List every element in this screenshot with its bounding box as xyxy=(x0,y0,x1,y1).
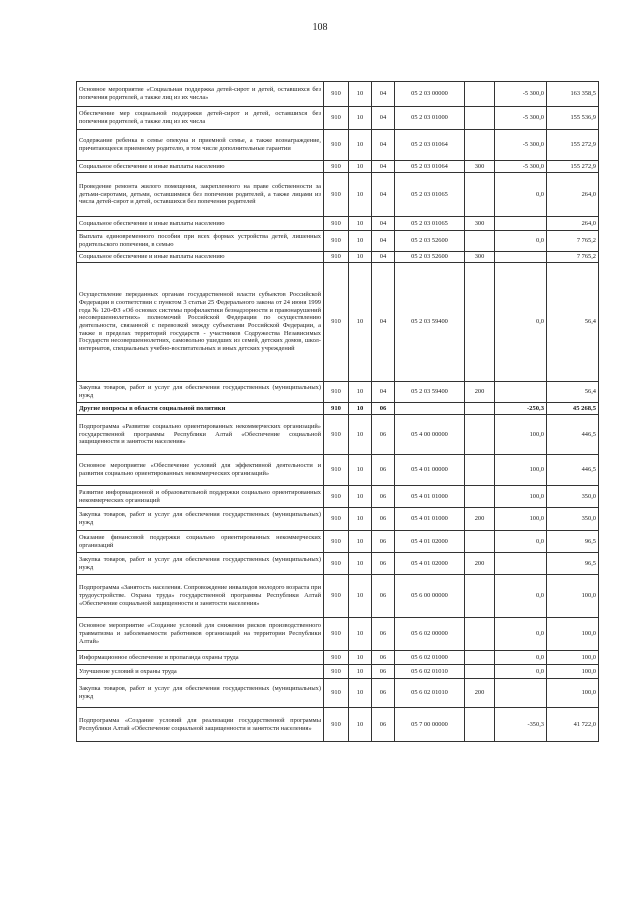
row-name: Улучшение условий и охраны труда xyxy=(77,665,324,679)
row-change-amount: 0,0 xyxy=(495,263,547,382)
row-target-article-code: 05 4 01 00000 xyxy=(395,455,465,486)
row-section-code: 10 xyxy=(349,455,372,486)
row-department-code: 910 xyxy=(324,231,349,252)
row-department-code: 910 xyxy=(324,708,349,742)
row-name: Обеспечение мер социальной поддержки детей-сирот и детей, оставшихся без попечения родителей, а также лиц из их числа xyxy=(77,107,324,130)
row-name: Социальное обеспечение и иные выплаты населению xyxy=(77,252,324,263)
row-section-code: 10 xyxy=(349,575,372,618)
row-name: Основное мероприятие «Обеспечение условий для эффективной деятельности и развития социально ориентированных некоммерческих организаций» xyxy=(77,455,324,486)
row-subsection-code: 06 xyxy=(372,679,395,708)
row-subsection-code: 04 xyxy=(372,382,395,403)
row-total-amount: 7 765,2 xyxy=(547,231,599,252)
table-row xyxy=(77,679,599,708)
row-subsection-code: 06 xyxy=(372,651,395,665)
row-name: Информационное обеспечение и пропаганда охраны труда xyxy=(77,651,324,665)
row-total-amount: 446,5 xyxy=(547,415,599,455)
row-change-amount: 0,0 xyxy=(495,575,547,618)
row-section-code: 10 xyxy=(349,553,372,575)
row-section-code: 10 xyxy=(349,486,372,508)
row-section-code: 10 xyxy=(349,217,372,231)
row-total-amount: 56,4 xyxy=(547,382,599,403)
row-subsection-code: 04 xyxy=(372,82,395,107)
row-total-amount: 100,0 xyxy=(547,618,599,651)
table-row xyxy=(77,618,599,651)
row-total-amount: 100,0 xyxy=(547,651,599,665)
row-department-code: 910 xyxy=(324,161,349,173)
row-subsection-code: 06 xyxy=(372,665,395,679)
row-subsection-code: 06 xyxy=(372,531,395,553)
row-section-code: 10 xyxy=(349,708,372,742)
row-expense-type-code xyxy=(465,531,495,553)
row-department-code: 910 xyxy=(324,263,349,382)
row-department-code: 910 xyxy=(324,382,349,403)
row-subsection-code: 06 xyxy=(372,553,395,575)
row-department-code: 910 xyxy=(324,173,349,217)
row-name: Подпрограмма «Развитие социально ориентированных некоммерческих организаций» государственной программы Республики Алтай «Обеспечение социальной защищенности и занятости населения» xyxy=(77,415,324,455)
row-expense-type-code: 300 xyxy=(465,217,495,231)
row-name: Закупка товаров, работ и услуг для обеспечения государственных (муниципальных) нужд xyxy=(77,382,324,403)
row-name: Основное мероприятие «Социальная поддержка детей-сирот и детей, оставшихся без попечения родителей, а также лиц из их числа» xyxy=(77,82,324,107)
row-expense-type-code xyxy=(465,263,495,382)
row-subsection-code: 06 xyxy=(372,403,395,415)
row-name: Закупка товаров, работ и услуг для обеспечения государственных (муниципальных) нужд xyxy=(77,553,324,575)
row-change-amount: 100,0 xyxy=(495,455,547,486)
row-expense-type-code xyxy=(465,575,495,618)
row-total-amount: 96,5 xyxy=(547,531,599,553)
row-target-article-code: 05 7 00 00000 xyxy=(395,708,465,742)
row-name: Подпрограмма «Занятость населения. Сопровождение инвалидов молодого возраста при трудоустройстве. Охрана труда» государственной программы Республики Алтай «Обеспечение социальной защищенности и занятости населения» xyxy=(77,575,324,618)
row-subsection-code: 06 xyxy=(372,618,395,651)
row-change-amount: -5 300,0 xyxy=(495,161,547,173)
row-subsection-code: 06 xyxy=(372,415,395,455)
row-department-code: 910 xyxy=(324,455,349,486)
row-expense-type-code xyxy=(465,403,495,415)
row-total-amount: 264,0 xyxy=(547,217,599,231)
row-total-amount: 264,0 xyxy=(547,173,599,217)
row-name: Другие вопросы в области социальной политики xyxy=(77,403,324,415)
row-subsection-code: 04 xyxy=(372,217,395,231)
row-name: Основное мероприятие «Создание условий для снижения рисков производственного травматизма и заболеваемости работников организаций на территории Республики Алтай» xyxy=(77,618,324,651)
row-target-article-code: 05 4 01 01000 xyxy=(395,486,465,508)
budget-table xyxy=(76,81,599,742)
table-row xyxy=(77,575,599,618)
row-total-amount: 96,5 xyxy=(547,553,599,575)
row-change-amount: 0,0 xyxy=(495,173,547,217)
row-expense-type-code xyxy=(465,231,495,252)
table-row xyxy=(77,130,599,161)
row-subsection-code: 06 xyxy=(372,708,395,742)
row-target-article-code: 05 2 03 59400 xyxy=(395,263,465,382)
row-change-amount: 100,0 xyxy=(495,508,547,531)
row-expense-type-code: 300 xyxy=(465,252,495,263)
row-target-article-code: 05 6 02 00000 xyxy=(395,618,465,651)
row-change-amount: 0,0 xyxy=(495,665,547,679)
table-row xyxy=(77,531,599,553)
table-row xyxy=(77,231,599,252)
row-target-article-code: 05 6 02 01010 xyxy=(395,665,465,679)
row-expense-type-code xyxy=(465,107,495,130)
row-section-code: 10 xyxy=(349,508,372,531)
row-section-code: 10 xyxy=(349,130,372,161)
row-section-code: 10 xyxy=(349,679,372,708)
row-department-code: 910 xyxy=(324,665,349,679)
row-section-code: 10 xyxy=(349,403,372,415)
row-target-article-code: 05 4 01 01000 xyxy=(395,508,465,531)
row-section-code: 10 xyxy=(349,107,372,130)
row-subsection-code: 04 xyxy=(372,161,395,173)
row-change-amount: 100,0 xyxy=(495,415,547,455)
row-name: Закупка товаров, работ и услуг для обеспечения государственных (муниципальных) нужд xyxy=(77,679,324,708)
row-change-amount: -5 300,0 xyxy=(495,107,547,130)
table-row xyxy=(77,107,599,130)
row-change-amount: -350,3 xyxy=(495,708,547,742)
table-row xyxy=(77,508,599,531)
row-name: Оказание финансовой поддержки социально ориентированных некоммерческих организаций xyxy=(77,531,324,553)
row-section-code: 10 xyxy=(349,173,372,217)
table-row xyxy=(77,173,599,217)
row-department-code: 910 xyxy=(324,486,349,508)
row-section-code: 10 xyxy=(349,382,372,403)
row-expense-type-code xyxy=(465,665,495,679)
row-total-amount: 350,0 xyxy=(547,486,599,508)
row-name: Выплата единовременного пособия при всех формах устройства детей, лишенных родительского попечения, в семью xyxy=(77,231,324,252)
row-department-code: 910 xyxy=(324,107,349,130)
row-change-amount xyxy=(495,252,547,263)
row-target-article-code xyxy=(395,403,465,415)
row-target-article-code: 05 6 02 01010 xyxy=(395,679,465,708)
row-total-amount: 100,0 xyxy=(547,665,599,679)
row-change-amount xyxy=(495,679,547,708)
row-department-code: 910 xyxy=(324,553,349,575)
row-change-amount: 0,0 xyxy=(495,231,547,252)
row-target-article-code: 05 2 03 52600 xyxy=(395,252,465,263)
row-department-code: 910 xyxy=(324,82,349,107)
row-subsection-code: 04 xyxy=(372,263,395,382)
row-target-article-code: 05 2 03 01064 xyxy=(395,161,465,173)
row-expense-type-code: 300 xyxy=(465,161,495,173)
row-total-amount: 155 272,9 xyxy=(547,130,599,161)
row-subsection-code: 04 xyxy=(372,252,395,263)
page-number: 108 xyxy=(312,22,328,33)
row-expense-type-code xyxy=(465,708,495,742)
row-section-code: 10 xyxy=(349,82,372,107)
row-total-amount: 155 272,9 xyxy=(547,161,599,173)
row-department-code: 910 xyxy=(324,531,349,553)
row-department-code: 910 xyxy=(324,403,349,415)
table-row xyxy=(77,252,599,263)
row-change-amount: 0,0 xyxy=(495,651,547,665)
row-total-amount: 446,5 xyxy=(547,455,599,486)
row-section-code: 10 xyxy=(349,531,372,553)
row-section-code: 10 xyxy=(349,161,372,173)
row-name: Развитие информационной и образовательной поддержки социально ориентированных некоммерческих организаций xyxy=(77,486,324,508)
row-change-amount: -5 300,0 xyxy=(495,130,547,161)
table-row xyxy=(77,651,599,665)
row-total-amount: 100,0 xyxy=(547,575,599,618)
row-expense-type-code xyxy=(465,618,495,651)
row-subsection-code: 04 xyxy=(372,107,395,130)
row-expense-type-code xyxy=(465,415,495,455)
row-target-article-code: 05 2 03 01065 xyxy=(395,173,465,217)
row-target-article-code: 05 2 03 59400 xyxy=(395,382,465,403)
table-row xyxy=(77,415,599,455)
row-expense-type-code xyxy=(465,130,495,161)
row-target-article-code: 05 2 03 00000 xyxy=(395,82,465,107)
row-section-code: 10 xyxy=(349,263,372,382)
row-change-amount: -5 300,0 xyxy=(495,82,547,107)
row-total-amount: 100,0 xyxy=(547,679,599,708)
row-target-article-code: 05 4 00 00000 xyxy=(395,415,465,455)
row-subsection-code: 04 xyxy=(372,130,395,161)
table-row xyxy=(77,82,599,107)
row-expense-type-code xyxy=(465,455,495,486)
row-expense-type-code xyxy=(465,82,495,107)
row-total-amount: 7 765,2 xyxy=(547,252,599,263)
row-expense-type-code: 200 xyxy=(465,508,495,531)
table-row xyxy=(77,486,599,508)
table-row xyxy=(77,263,599,382)
row-target-article-code: 05 4 01 02000 xyxy=(395,553,465,575)
row-target-article-code: 05 2 03 01064 xyxy=(395,130,465,161)
row-change-amount: 100,0 xyxy=(495,486,547,508)
row-target-article-code: 05 6 00 00000 xyxy=(395,575,465,618)
table-row xyxy=(77,161,599,173)
row-subsection-code: 06 xyxy=(372,486,395,508)
row-total-amount: 45 268,5 xyxy=(547,403,599,415)
row-name: Социальное обеспечение и иные выплаты населению xyxy=(77,217,324,231)
table-row xyxy=(77,217,599,231)
row-change-amount xyxy=(495,382,547,403)
row-expense-type-code: 200 xyxy=(465,553,495,575)
row-change-amount xyxy=(495,553,547,575)
row-target-article-code: 05 4 01 02000 xyxy=(395,531,465,553)
row-total-amount: 41 722,0 xyxy=(547,708,599,742)
row-total-amount: 350,0 xyxy=(547,508,599,531)
row-total-amount: 155 536,9 xyxy=(547,107,599,130)
row-subsection-code: 04 xyxy=(372,173,395,217)
row-change-amount: 0,0 xyxy=(495,618,547,651)
row-expense-type-code xyxy=(465,486,495,508)
table-row xyxy=(77,382,599,403)
row-department-code: 910 xyxy=(324,575,349,618)
row-department-code: 910 xyxy=(324,217,349,231)
row-name: Осуществление переданных органам государственной власти субъектов Российской Федерации в соответствии с пунктом 3 статьи 25 Федерального закона от 24 июня 1999 года № 120-ФЗ «Об основах системы профилактики безнадзорности и правонарушений несовершеннолетних» полномочий Российской Федерации по осуществлению деятельности, связанной с перевозкой между субъектами Российской Федерации, а также в пределах территорий государств - участников Содружества Независимых Государств несовершеннолетних, самовольно ушедших из семей, детских домов, школ-интернатов, специальных учебно-воспитательных и иных детских учреждений xyxy=(77,263,324,382)
row-subsection-code: 06 xyxy=(372,508,395,531)
row-target-article-code: 05 2 03 01065 xyxy=(395,217,465,231)
row-target-article-code: 05 6 02 01000 xyxy=(395,651,465,665)
row-department-code: 910 xyxy=(324,618,349,651)
row-section-code: 10 xyxy=(349,618,372,651)
table-row xyxy=(77,553,599,575)
row-target-article-code: 05 2 03 01000 xyxy=(395,107,465,130)
table-row xyxy=(77,708,599,742)
row-subsection-code: 06 xyxy=(372,575,395,618)
table-row xyxy=(77,665,599,679)
row-section-code: 10 xyxy=(349,651,372,665)
row-change-amount: -250,3 xyxy=(495,403,547,415)
row-expense-type-code: 200 xyxy=(465,382,495,403)
row-change-amount: 0,0 xyxy=(495,531,547,553)
row-expense-type-code xyxy=(465,651,495,665)
row-department-code: 910 xyxy=(324,130,349,161)
row-section-code: 10 xyxy=(349,252,372,263)
row-total-amount: 56,4 xyxy=(547,263,599,382)
row-department-code: 910 xyxy=(324,508,349,531)
row-subsection-code: 06 xyxy=(372,455,395,486)
row-expense-type-code: 200 xyxy=(465,679,495,708)
table-row xyxy=(77,455,599,486)
row-department-code: 910 xyxy=(324,252,349,263)
row-subsection-code: 04 xyxy=(372,231,395,252)
table-row xyxy=(77,403,599,415)
row-name: Закупка товаров, работ и услуг для обеспечения государственных (муниципальных) нужд xyxy=(77,508,324,531)
row-section-code: 10 xyxy=(349,415,372,455)
row-name: Содержание ребенка в семье опекуна и приемной семье, а также вознаграждение, причитающееся приемному родителю, в том числе дополнительные гарантии xyxy=(77,130,324,161)
row-change-amount xyxy=(495,217,547,231)
row-department-code: 910 xyxy=(324,651,349,665)
row-target-article-code: 05 2 03 52600 xyxy=(395,231,465,252)
table-body xyxy=(77,82,599,742)
row-expense-type-code xyxy=(465,173,495,217)
row-department-code: 910 xyxy=(324,679,349,708)
row-department-code: 910 xyxy=(324,415,349,455)
row-name: Социальное обеспечение и иные выплаты населению xyxy=(77,161,324,173)
row-total-amount: 163 358,5 xyxy=(547,82,599,107)
row-name: Подпрограмма «Создание условий для реализации государственной программы Республики Алтай «Обеспечение социальной защищенности и занятости населения» xyxy=(77,708,324,742)
row-name: Проведение ремонта жилого помещения, закрепленного на праве собственности за детьми-сиротами, детьми, оставшимися без попечения родителей, а также лицами из числа детей-сирот и детей, оставшихся без попечения родителей xyxy=(77,173,324,217)
row-section-code: 10 xyxy=(349,665,372,679)
row-section-code: 10 xyxy=(349,231,372,252)
